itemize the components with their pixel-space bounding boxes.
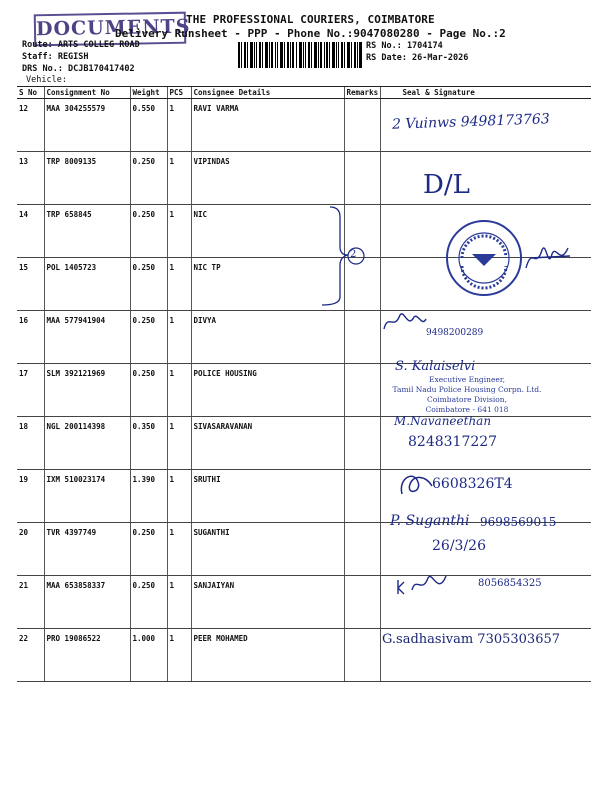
remarks [344,364,380,417]
handwriting-r13: D/L [423,170,470,200]
pcs: 1 [167,364,191,417]
sno: 12 [17,99,44,152]
consignment-no: MAA 304255579 [44,99,130,152]
barcode [238,42,362,68]
weight: 0.350 [130,417,167,470]
bracket-mark [318,205,368,309]
consignee: VIPINDAS [191,152,344,205]
rs-number: RS No.: 1704174 [366,41,443,51]
weight: 0.250 [130,152,167,205]
sno: 14 [17,205,44,258]
handwriting-r19: 6608326T4 [432,476,513,492]
weight: 0.250 [130,311,167,364]
handwriting-r16-phone: 9498200289 [426,328,484,338]
rs-block [366,40,468,64]
consignment-no: NGL 200114398 [44,417,130,470]
remarks [344,99,380,152]
sno: 17 [17,364,44,417]
route-info: Route: ARTS COLLEG ROAD [22,40,140,50]
consignee: NIC [191,205,344,258]
remarks [344,576,380,629]
pcs: 1 [167,311,191,364]
handwriting-r20-name: P. Suganthi [390,513,470,529]
staff-info: Staff: REGISH [22,52,89,62]
vehicle-info: Vehicle: [26,75,67,85]
pcs: 1 [167,417,191,470]
pcs: 1 [167,470,191,523]
col-remarks: Remarks [344,87,380,99]
stamp-line: Coimbatore - 641 018 [425,405,509,414]
handwriting-r17-name: S. Kalaiselvi [395,359,476,374]
weight: 0.250 [130,205,167,258]
handwriting-r12: 2 Vuinws 9498173763 [391,111,551,133]
runsheet-subtitle: Delivery Runsheet - PPP - Phone No.:9047080280 - Page No.:2 [115,27,506,40]
consignee: POLICE HOUSING [191,364,344,417]
consignment-no: PRO 19086522 [44,629,130,682]
handwriting-r18-name: M.Navaneethan [394,414,492,428]
consignee: SRUTHI [191,470,344,523]
weight: 1.000 [130,629,167,682]
sno: 13 [17,152,44,205]
consignee: PEER MOHAMED [191,629,344,682]
weight: 0.250 [130,576,167,629]
stamp-line: Tamil Nadu Police Housing Corpn. Ltd. [392,385,542,394]
remarks [344,629,380,682]
col-pcs: PCS [167,87,191,99]
officer-stamp [382,375,552,415]
col-consignment: Consignment No [44,87,130,99]
weight: 0.250 [130,364,167,417]
signature-cell [380,152,591,205]
sno: 22 [17,629,44,682]
col-consignee: Consignee Details [191,87,344,99]
table-header-row [17,87,591,99]
sno: 15 [17,258,44,311]
col-weight: Weight [130,87,167,99]
handwriting-r20-date: 26/3/26 [432,538,486,554]
sno: 16 [17,311,44,364]
consignee: SUGANTHI [191,523,344,576]
handwriting-r20-phone: 9698569015 [480,515,557,529]
consignment-no: IXM 510023174 [44,470,130,523]
table-row [17,311,591,364]
signature-r21 [394,568,458,600]
weight: 1.390 [130,470,167,523]
weight: 0.550 [130,99,167,152]
col-seal-signature: Seal & Signature [380,87,591,99]
consignee: SANJAIYAN [191,576,344,629]
remarks [344,470,380,523]
col-sno: S No [17,87,44,99]
signature-r19 [396,468,436,500]
table-row [17,523,591,576]
remarks [344,523,380,576]
consignee: DIVYA [191,311,344,364]
pcs: 1 [167,576,191,629]
table-row [17,417,591,470]
sno: 20 [17,523,44,576]
company-title: THE PROFESSIONAL COURIERS, COIMBATORE [186,13,435,26]
consignment-no: SLM 392121969 [44,364,130,417]
company-seal-image [444,218,524,298]
remarks [344,417,380,470]
consignment-no: TRP 8009135 [44,152,130,205]
sno: 18 [17,417,44,470]
pcs: 1 [167,629,191,682]
remarks [344,311,380,364]
consignee: SIVASARAVANAN [191,417,344,470]
weight: 0.250 [130,258,167,311]
consignment-no: MAA 653858337 [44,576,130,629]
pcs: 1 [167,205,191,258]
documents-stamp: DOCUMENTS [34,12,187,47]
consignee: RAVI VARMA [191,99,344,152]
signature-r15 [522,240,574,276]
consignment-no: TVR 4397749 [44,523,130,576]
stamp-line: Coimbatore Division, [427,395,507,404]
weight: 0.250 [130,523,167,576]
pcs: 1 [167,152,191,205]
handwriting-r18-phone: 8248317227 [408,434,498,450]
bracket-note: 2 [350,249,357,260]
handwriting-r21-phone: 8056854325 [478,578,542,589]
consignment-no: POL 1405723 [44,258,130,311]
handwriting-r22: G.sadhasivam 7305303657 [382,632,561,647]
pcs: 1 [167,523,191,576]
sno: 21 [17,576,44,629]
signature-r16 [380,307,430,337]
pcs: 1 [167,99,191,152]
consignee: NIC TP [191,258,344,311]
consignment-no: MAA 577941904 [44,311,130,364]
table-row [17,152,591,205]
sno: 19 [17,470,44,523]
drs-number: DRS No.: DCJB170417402 [22,64,135,74]
pcs: 1 [167,258,191,311]
consignment-no: TRP 658845 [44,205,130,258]
remarks [344,152,380,205]
stamp-line: Executive Engineer, [428,375,505,384]
rs-date: RS Date: 26-Mar-2026 [366,53,469,63]
